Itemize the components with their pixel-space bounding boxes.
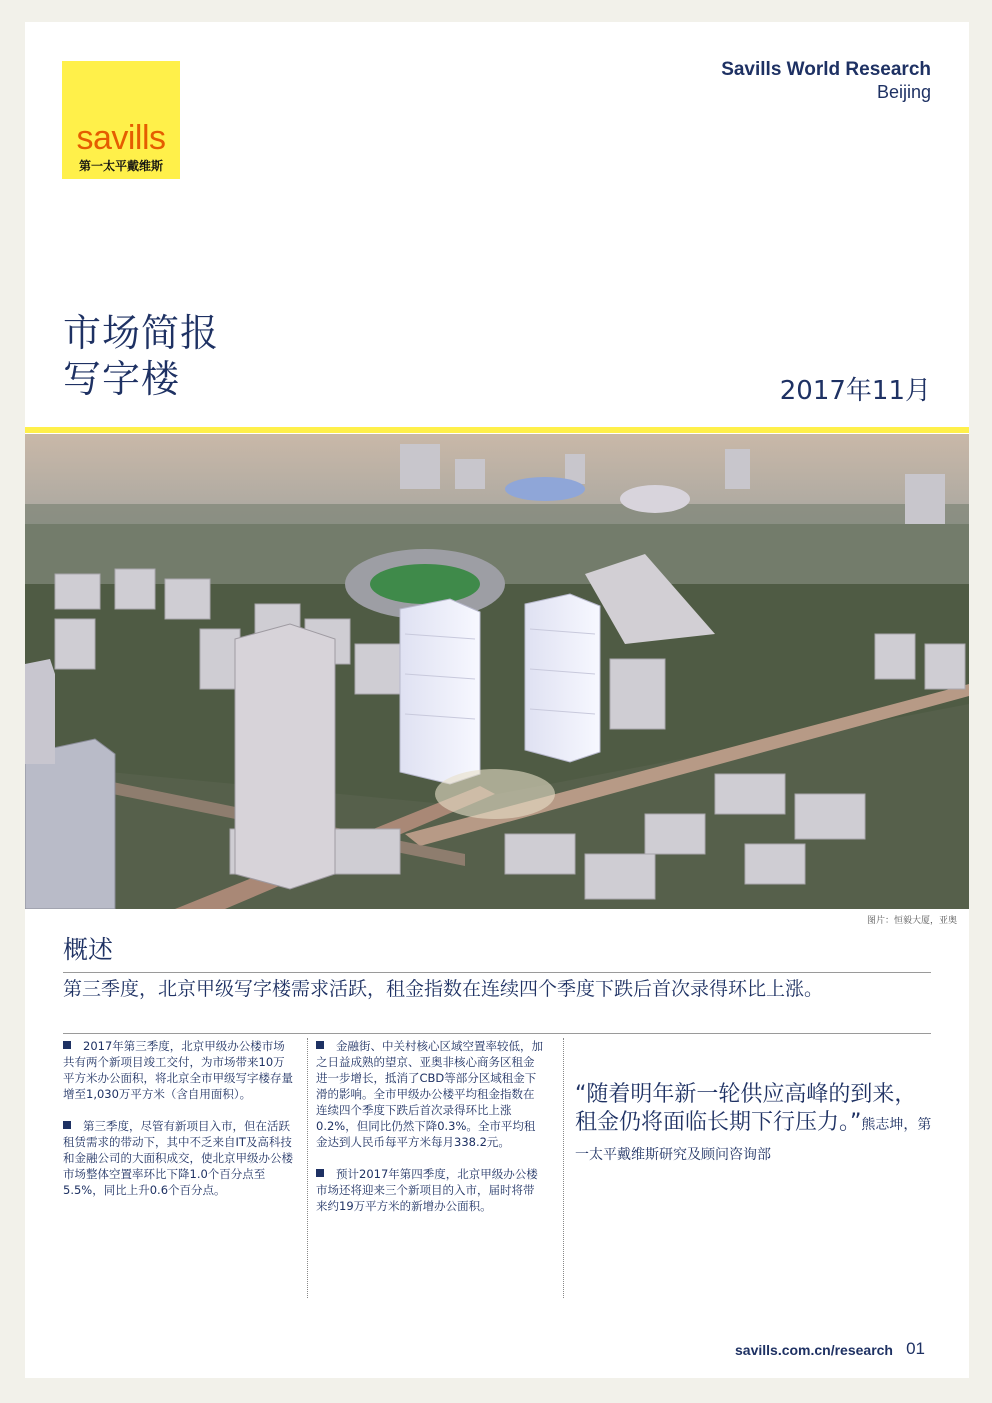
aerial-city-illustration [25, 434, 969, 909]
report-page [25, 22, 969, 1378]
column-separator [563, 1038, 564, 1298]
hero-image [25, 434, 969, 909]
paragraph: 2017年第三季度，北京甲级办公楼市场共有两个新项目竣工交付，为市场带来10万平方米办公面积，将北京全市甲级写字楼存量增至1,030万平方米（含自用面积）。 [63, 1039, 293, 1101]
divider-bottom [63, 1033, 931, 1034]
logo-wordmark: savills [76, 119, 166, 157]
logo-chinese-name: 第一太平戴维斯 [78, 159, 163, 173]
paragraph: 金融街、中关村核心区域空置率较低，加之日益成熟的望京、亚奥非核心商务区租金进一步增长，抵消了CBD等部分区域租金下滑的影响。全市甲级办公楼平均租金指数在连续四个季度下跌后首次录得环比上涨0.2%，但同比仍然下降0.3%。全市平均租金达到人民币每平方米每月338.2元。 [316, 1039, 543, 1149]
column-separator [307, 1038, 308, 1298]
pull-quote [575, 1081, 935, 1169]
image-caption: 图片：恒毅大厦，亚奥 [866, 916, 957, 926]
bullet-square-icon [63, 1041, 71, 1049]
yellow-divider [25, 427, 969, 433]
bullet-square-icon [316, 1169, 324, 1177]
savills-logo [62, 61, 180, 179]
paragraph: 预计2017年第四季度，北京甲级办公楼市场还将迎来三个新项目的入市，届时将带来约19万平方米的新增办公面积。 [316, 1167, 538, 1213]
quote-attribution: 熊志坤，第一太平戴维斯研究及顾问咨询部 [575, 1117, 932, 1163]
paragraph: 第三季度，尽管有新项目入市，但在活跃租赁需求的带动下，其中不乏来自IT及高科技和金融公司的大面积成交，使北京甲级办公楼市场整体空置率环比下降1.0个百分点至5.5%，同比上升0.6个百分点。 [63, 1119, 293, 1197]
header-organization: Savills World Research [721, 59, 931, 80]
bullet-square-icon [63, 1121, 71, 1129]
report-title [63, 310, 219, 402]
title-line-2: 写字楼 [63, 357, 181, 401]
quote-text: “随着明年新一轮供应高峰的到来，租金仍将面临长期下行压力。” [575, 1082, 917, 1135]
footer-link[interactable]: savills.com.cn/research [735, 1342, 893, 1358]
overview-heading: 概述 [63, 935, 114, 964]
page-number: 01 [906, 1339, 925, 1358]
body-column-2 [316, 1038, 544, 1230]
divider-top [63, 972, 931, 973]
bullet-square-icon [316, 1041, 324, 1049]
body-column-1 [63, 1038, 295, 1214]
overview-summary: 第三季度，北京甲级写字楼需求活跃，租金指数在连续四个季度下跌后首次录得环比上涨。 [63, 978, 824, 1000]
title-line-1: 市场简报 [63, 311, 220, 355]
header-city: Beijing [876, 82, 931, 102]
report-date: 2017年11月 [779, 376, 931, 406]
